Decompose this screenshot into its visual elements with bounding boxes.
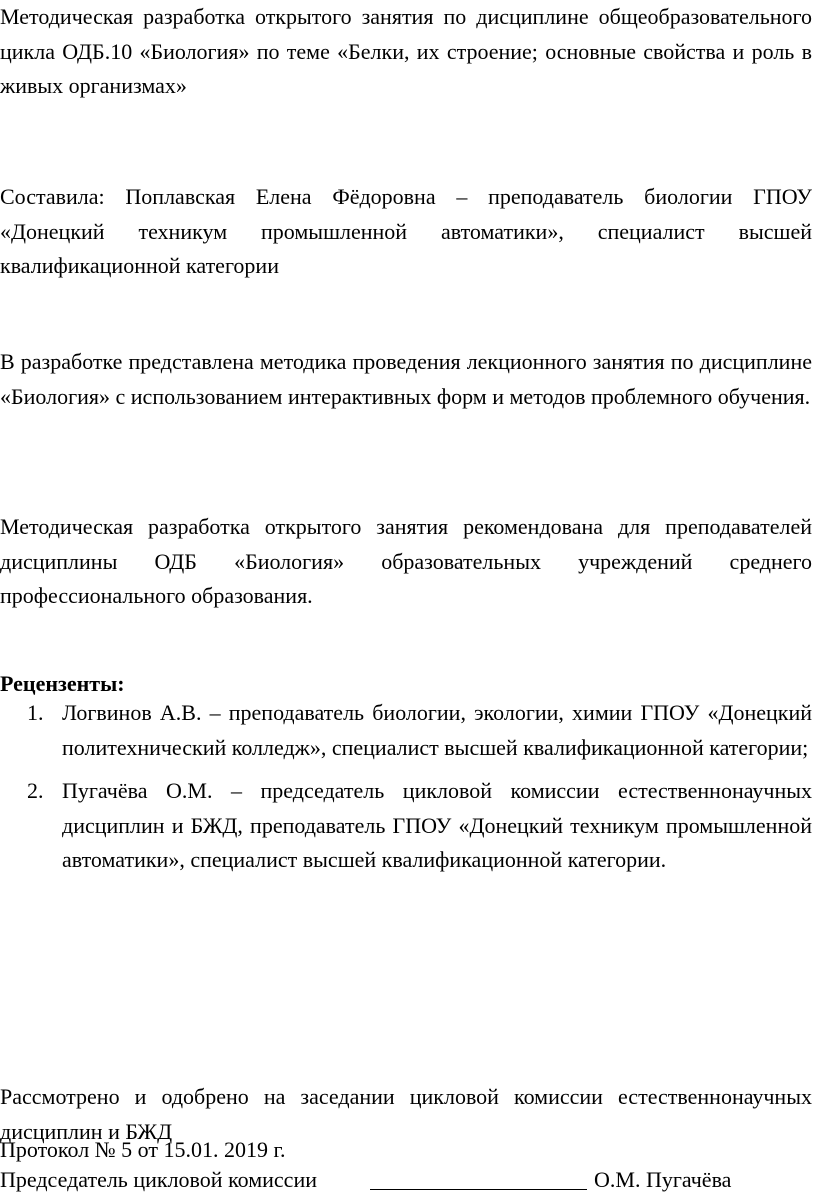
reviewer-item [0, 696, 812, 765]
reviewers-heading: Рецензенты: [0, 671, 125, 696]
reviewer-text: Логвинов А.В. – преподаватель биологии, экологии, химии ГПОУ «Донецкий политехнический колледж», специалист высшей квалификационной категории; [62, 700, 812, 760]
reviewer-item [0, 774, 812, 878]
reviewer-number: 2. [27, 778, 44, 803]
description-paragraph: В разработке представлена методика проведения лекционного занятия по дисциплине «Биология» с использованием интерактивных форм и методов проблемного обучения. [0, 349, 812, 409]
chair-name: О.М. Пугачёва [594, 1167, 732, 1192]
reviewer-text: Пугачёва О.М. – председатель цикловой комиссии естественнонаучных дисциплин и БЖД, преподаватель ГПОУ «Донецкий техникум промышленной автоматики», специалист высшей квалификационной категории. [62, 778, 812, 872]
author-paragraph: Составила: Поплавская Елена Фёдоровна – преподаватель биологии ГПОУ «Донецкий техникум промышленной автоматики», специалист высшей квалификационной категории [0, 184, 812, 278]
reviewers-list [0, 696, 812, 887]
document-title: Методическая разработка открытого занятия по дисциплине общеобразовательного цикла ОДБ.10 «Биология» по теме «Белки, их строение; основные свойства и роль в живых организмах» [0, 4, 812, 98]
recommendation-paragraph: Методическая разработка открытого занятия рекомендована для преподавателей дисциплины ОДБ «Биология» образовательных учреждений среднего профессионального образования. [0, 514, 812, 608]
chair-signature-line [0, 1163, 812, 1197]
reviewer-number: 1. [27, 700, 44, 725]
approval-paragraph: Рассмотрено и одобрено на заседании цикловой комиссии естественнонаучных дисциплин и БЖД [0, 1084, 812, 1144]
protocol-line: Протокол № 5 от 15.01. 2019 г. [0, 1137, 286, 1162]
signature-underline [370, 1189, 587, 1190]
chair-label: Председатель цикловой комиссии [0, 1167, 317, 1192]
